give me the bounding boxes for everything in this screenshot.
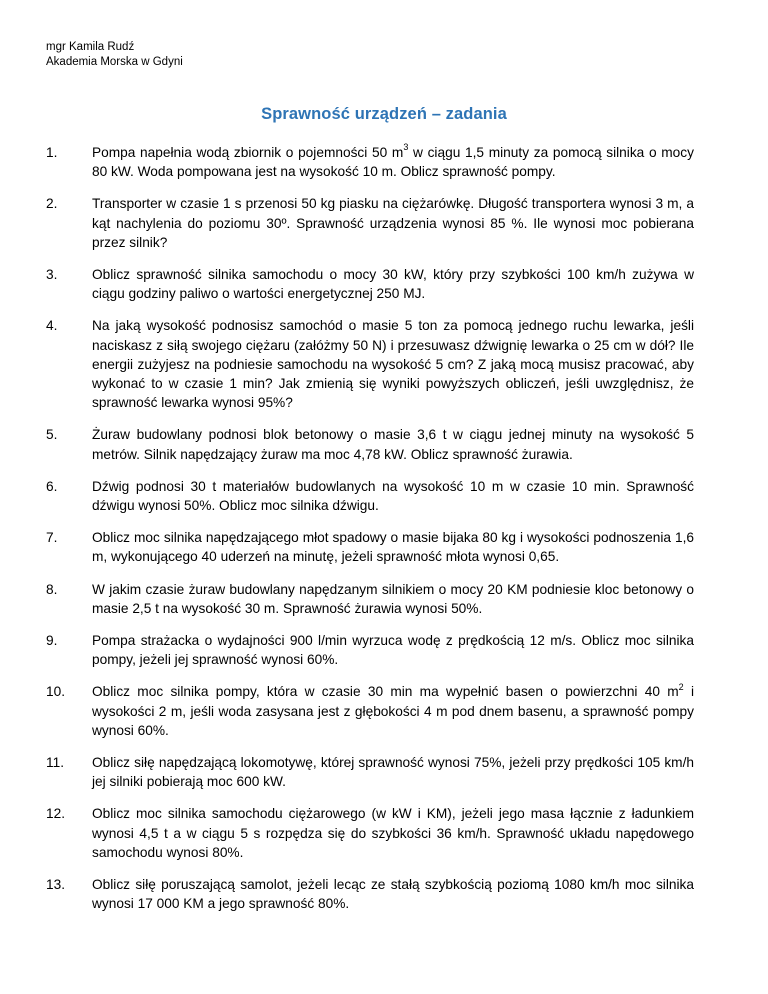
task-number: 4. xyxy=(46,318,58,334)
task-text: Oblicz siłę poruszającą samolot, jeżeli lecąc ze stałą szybkością poziomą 1080 km/h moc silnika wynosi 17 000 KM a jego sprawność 80%. xyxy=(92,877,694,912)
task-item xyxy=(46,477,694,515)
task-item xyxy=(46,265,694,303)
task-number: 11. xyxy=(46,755,65,771)
task-text: W jakim czasie żuraw budowlany napędzanym silnikiem o mocy 20 KM podniesie kloc betonowy o masie 2,5 t na wysokość 30 m. Sprawność żurawia wynosi 50%. xyxy=(92,581,694,616)
task-text: Na jaką wysokość podnosisz samochód o masie 5 ton za pomocą jednego ruchu lewarka, jeśli naciskasz z siłą swojego ciężaru (załóżmy 50 N) i przesuwasz dźwignię lewarka o 25 cm w dół? Ile energii zużyjesz na podniesie samochodu na wysokość 5 cm? Z jaką mocą musisz pracować, aby wykonać to w czasie 1 min? Jak zmienią się wyniki powyższych obliczeń, jeśli uwzględnisz, że sprawność lewarka wynosi 95%? xyxy=(92,318,694,411)
task-number: 2. xyxy=(46,196,58,212)
task-number: 6. xyxy=(46,478,58,494)
task-number: 12. xyxy=(46,806,66,822)
task-text: Oblicz moc silnika samochodu ciężarowego (w kW i KM), jeżeli jego masa łącznie z ładunkiem wynosi 4,5 t a w ciągu 5 s rozpędza się do szybkości 36 km/h. Sprawność układu napędowego samochodu wynosi 80%. xyxy=(92,806,694,860)
task-list xyxy=(0,143,768,927)
author-name: mgr Kamila Rudź xyxy=(46,41,135,53)
task-item xyxy=(46,875,694,913)
task-item xyxy=(46,681,694,740)
task-number: 9. xyxy=(46,633,58,649)
task-item xyxy=(46,316,694,412)
task-text: Oblicz moc silnika napędzającego młot spadowy o masie bijaka 80 kg i wysokości podnoszenia 1,6 m, wykonującego 40 uderzeń na minutę, jeżeli sprawność młota wynosi 0,65. xyxy=(92,530,694,565)
task-item xyxy=(46,425,694,463)
task-text: w ciągu 1,5 minuty za pomocą silnika o mocy 80 kW. Woda pompowana jest na wysokość 10 m. Oblicz sprawność pompy. xyxy=(92,145,694,180)
institution-name: Akademia Morska w Gdyni xyxy=(46,56,183,68)
document-header xyxy=(46,40,183,70)
task-text: Oblicz sprawność silnika samochodu o mocy 30 kW, który przy szybkości 100 km/h zużywa w ciągu godziny paliwo o wartości energetycznej 250 MJ. xyxy=(92,267,694,302)
task-item xyxy=(46,528,694,566)
task-text: i wysokości 2 m, jeśli woda zasysana jest z głębokości 4 m pod dnem basenu, a sprawność pompy wynosi 60%. xyxy=(92,684,694,738)
task-item xyxy=(46,631,694,669)
task-text: Żuraw budowlany podnosi blok betonowy o masie 3,6 t w ciągu jednej minuty na wysokość 5 metrów. Silnik napędzający żuraw ma moc 4,78 kW. Oblicz sprawność żurawia. xyxy=(92,427,694,462)
task-text: Pompa napełnia wodą zbiornik o pojemności 50 m xyxy=(92,145,404,160)
task-number: 1. xyxy=(46,145,58,160)
task-item xyxy=(46,194,694,252)
task-item xyxy=(46,580,694,618)
task-text: Oblicz moc silnika pompy, która w czasie 30 min ma wypełnić basen o powierzchni 40 m xyxy=(92,684,679,700)
task-number: 7. xyxy=(46,530,58,546)
task-text: Oblicz siłę napędzającą lokomotywę, której sprawność wynosi 75%, jeżeli przy prędkości 105 km/h jej silniki pobierają moc 600 kW. xyxy=(92,755,694,790)
task-text: Dźwig podnosi 30 t materiałów budowlanych na wysokość 10 m w czasie 10 min. Sprawność dźwigu wynosi 50%. Oblicz moc silnika dźwigu. xyxy=(92,478,694,514)
superscript: 2 xyxy=(678,681,684,692)
task-item xyxy=(46,142,694,181)
task-text: Transporter w czasie 1 s przenosi 50 kg piasku na ciężarówkę. Długość transportera wynosi 3 m, a kąt nachylenia do poziomu 30º. Sprawność urządzenia wynosi 85 %. Ile wynosi moc pobierana przez silnik? xyxy=(92,196,694,250)
task-item xyxy=(46,753,694,791)
task-text: Pompa strażacka o wydajności 900 l/min wyrzuca wodę z prędkością 12 m/s. Oblicz moc silnika pompy, jeżeli jej sprawność wynosi 60%. xyxy=(92,633,694,668)
task-number: 5. xyxy=(46,427,58,443)
task-item xyxy=(46,804,694,862)
superscript: 3 xyxy=(403,142,409,153)
task-number: 13. xyxy=(46,877,66,893)
task-number: 3. xyxy=(46,267,58,283)
task-number: 10. xyxy=(46,684,66,700)
page-title: Sprawność urządzeń – zadania xyxy=(261,105,507,123)
task-number: 8. xyxy=(46,581,58,597)
